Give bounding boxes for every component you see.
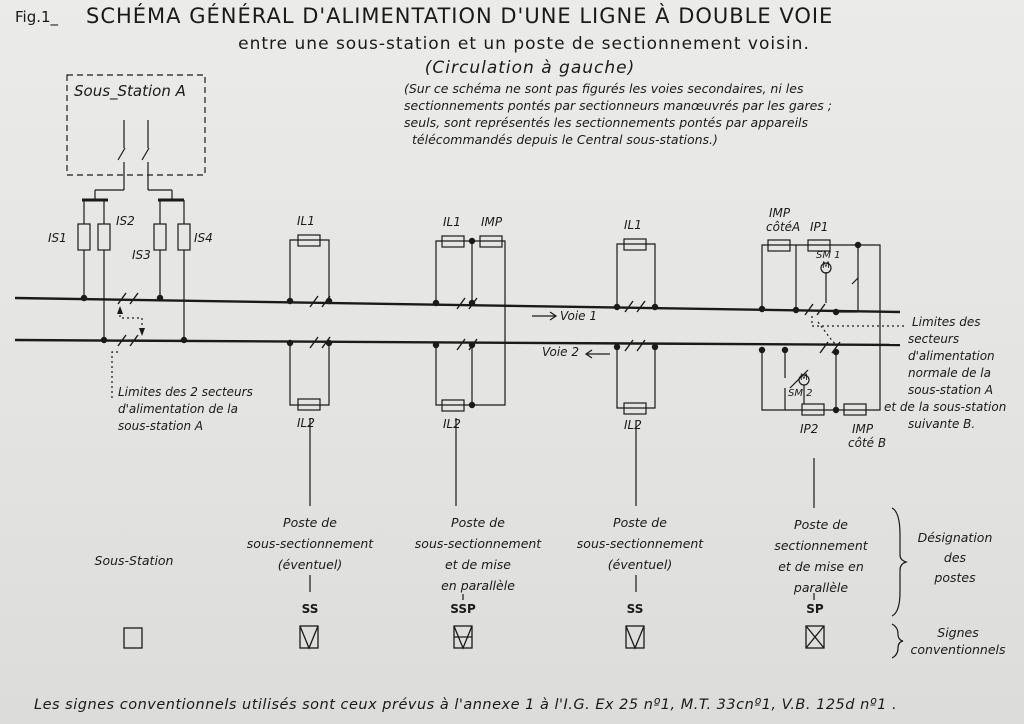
limits-substation-a <box>118 384 253 435</box>
post-code-ssp: SSP <box>450 602 476 616</box>
post-ssp-wiring <box>433 236 505 411</box>
label-line: IMP <box>769 206 791 220</box>
substation-feeders <box>78 120 190 343</box>
sign-sous-station <box>124 628 142 648</box>
legend-line: postes <box>934 570 976 585</box>
post-name-line: sous-sectionnement <box>246 536 374 551</box>
limits-line: d'alimentation <box>908 349 995 363</box>
label-line: côtéA <box>766 220 801 234</box>
label-il1-post2: IL1 <box>443 215 461 229</box>
footer-note: Les signes conventionnels utilisés sont ceux prévus à l'annexe 1 à l'I.G. Ex 25 nº1, M.T. 33cnº1, V.B. 125d nº1 . <box>34 697 898 713</box>
label-il2-post2: IL2 <box>443 417 461 431</box>
schema-note <box>404 80 832 148</box>
post-name-line: Sous-Station <box>94 553 174 568</box>
label-is4: IS4 <box>194 231 213 245</box>
motor-icon: M <box>800 373 808 383</box>
post-name-line: (éventuel) <box>607 557 673 572</box>
schema-note-line: (Sur ce schéma ne sont pas figurés les voies secondaires, ni les <box>404 81 804 96</box>
label-sm2: SM 2 <box>788 388 813 399</box>
post-code-ss-1: SS <box>301 602 319 616</box>
schema-note-line: sectionnements pontés par sectionneurs manœuvrés par les gares ; <box>404 98 832 113</box>
sign-ss-2 <box>626 626 644 648</box>
label-il2-post1: IL2 <box>297 416 315 430</box>
limits-line: sous-station A <box>908 383 994 397</box>
circulation-note: (Circulation à gauche) <box>424 58 636 78</box>
limit-arrowheads <box>117 306 145 336</box>
post-name-line: et de mise en <box>778 559 864 574</box>
post-name-line: en parallèle <box>441 578 515 593</box>
conventional-signs <box>124 626 824 648</box>
post-name-line: sous-sectionnement <box>414 536 542 551</box>
post-name-line: Poste de <box>451 515 505 530</box>
post-name-line: et de mise <box>444 557 511 572</box>
post-ss-1-wiring <box>287 235 331 410</box>
label-ip2: IP2 <box>800 422 819 436</box>
label-is1: IS1 <box>48 231 67 245</box>
limits-line: secteurs <box>908 332 960 346</box>
post-ss-2-wiring <box>614 239 657 414</box>
substation-label: Sous_Station A <box>74 82 186 100</box>
legend-line: Signes <box>937 625 979 640</box>
track-voie-1 <box>15 298 900 312</box>
label-imp-cote-a <box>766 206 800 234</box>
label-line: côté B <box>848 436 887 450</box>
post-name-sous-station <box>95 550 174 571</box>
diagram-title: SCHÉMA GÉNÉRAL D'ALIMENTATION D'UNE LIGNE À DOUBLE VOIE <box>86 4 834 28</box>
brace-designation <box>892 508 906 616</box>
label-is3: IS3 <box>132 248 151 262</box>
post-name-line: (éventuel) <box>277 557 343 572</box>
figure-label: Fig.1_ <box>15 8 59 26</box>
post-name-line: Poste de <box>794 517 848 532</box>
post-code-ss-2: SS <box>626 602 644 616</box>
limits-line: Limites des <box>912 315 981 329</box>
post-sp-wiring <box>759 240 880 415</box>
label-voie-1: Voie 1 <box>560 309 598 323</box>
post-name-ss-2 <box>577 512 703 575</box>
limits-line: Limites des 2 secteurs <box>118 385 253 399</box>
label-il1-post1: IL1 <box>297 214 315 228</box>
sign-ss-1 <box>300 626 318 648</box>
schema-note-line: télécommandés depuis le Central sous-stations.) <box>412 132 718 147</box>
post-name-ssp <box>415 512 541 596</box>
limits-line: suivante B. <box>908 417 976 431</box>
legend-line: conventionnels <box>910 642 1006 657</box>
post-name-sp <box>774 514 867 598</box>
schema-note-line: seuls, sont représentés les sectionnements pontés par appareils <box>404 115 809 130</box>
post-name-line: Poste de <box>283 515 337 530</box>
legend-designation <box>918 528 993 588</box>
limits-line: sous-station A <box>118 419 204 433</box>
legend-line: Désignation <box>917 530 993 545</box>
label-imp-cote-b <box>848 422 886 450</box>
legend-line: des <box>943 550 967 565</box>
post-name-ss-1 <box>247 512 373 575</box>
limits-line: d'alimentation de la <box>118 402 238 416</box>
label-is2: IS2 <box>116 214 135 228</box>
post-code-sp: SP <box>806 602 824 616</box>
motor-icon: M <box>822 261 830 271</box>
label-imp-post2: IMP <box>481 215 503 229</box>
diagram-subtitle: entre une sous-station et un poste de sectionnement voisin. <box>238 34 810 54</box>
brace-signes <box>892 624 903 658</box>
label-sm1: SM 1 <box>816 250 841 261</box>
post-name-line: sectionnement <box>774 538 868 553</box>
legend-signes <box>911 624 1006 658</box>
limits-line: normale de la <box>908 366 991 380</box>
label-il2-post3: IL2 <box>624 418 642 432</box>
post-name-line: Poste de <box>613 515 667 530</box>
label-line: IMP <box>852 422 874 436</box>
track-voie-2 <box>15 340 900 345</box>
designation-leaders <box>310 418 814 600</box>
post-name-line: parallèle <box>793 580 849 595</box>
limits-normal-feeding <box>884 314 1006 433</box>
post-name-line: sous-sectionnement <box>576 536 704 551</box>
limits-line: et de la sous-station <box>884 400 1007 414</box>
label-il1-post3: IL1 <box>624 218 642 232</box>
label-ip1: IP1 <box>810 220 829 234</box>
label-voie-2: Voie 2 <box>542 345 580 359</box>
